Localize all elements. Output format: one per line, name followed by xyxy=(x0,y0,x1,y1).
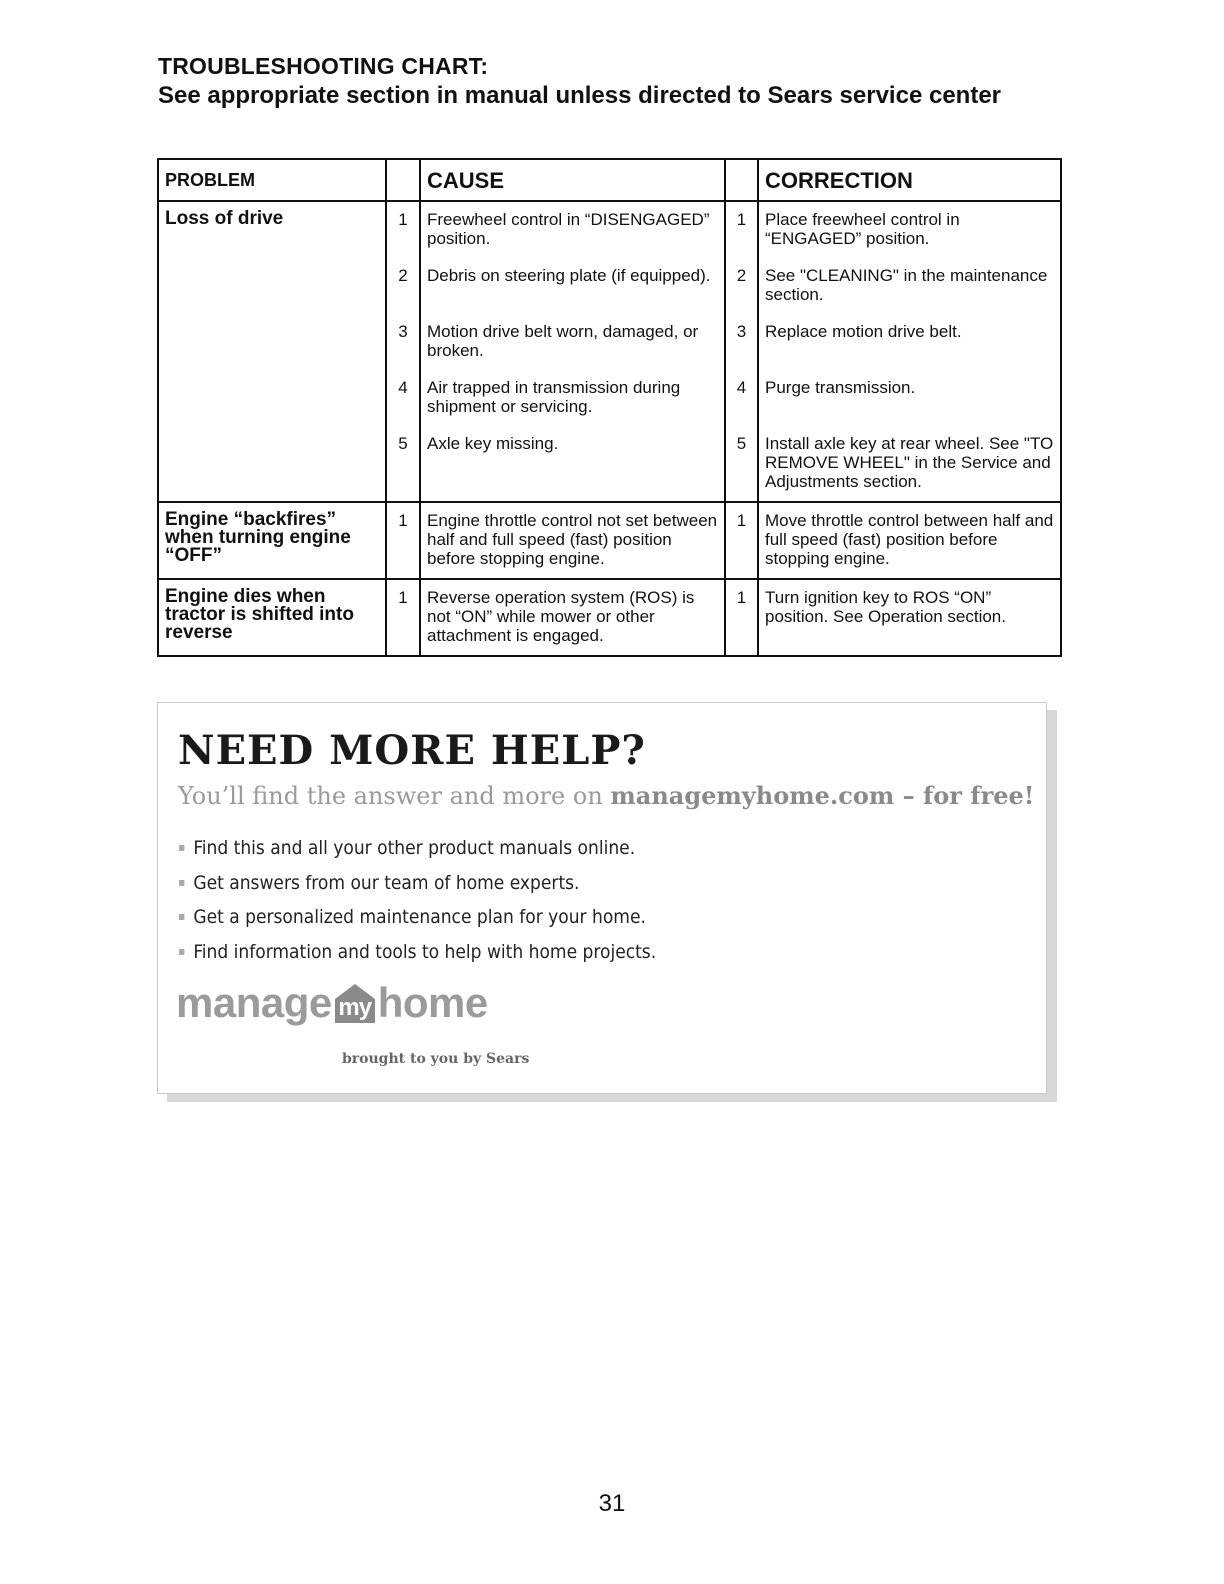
help-tagline xyxy=(178,781,1034,810)
correction-number: 3 xyxy=(725,314,758,370)
column-header-problem: PROBLEM xyxy=(158,159,386,201)
correction-number: 1 xyxy=(725,502,758,579)
correction-cell: Place freewheel control in “ENGAGED” position. xyxy=(758,201,1061,258)
correction-cell: Turn ignition key to ROS “ON” position. See Operation section. xyxy=(758,579,1061,656)
cause-number: 4 xyxy=(386,370,420,426)
website-link[interactable]: managemyhome.com – for free! xyxy=(610,781,1035,810)
column-header-correction: CORRECTION xyxy=(758,159,1061,201)
logo-text-manage: manage xyxy=(176,979,332,1026)
cause-number: 2 xyxy=(386,258,420,314)
problem-cell: Engine dies when tractor is shifted into reverse xyxy=(158,579,386,656)
page-number: 31 xyxy=(598,1490,626,1517)
problem-cell: Engine “backfires” when turning engine “OFF” xyxy=(158,502,386,579)
correction-cell: Install axle key at rear wheel. See "TO REMOVE WHEEL" in the Service and Adjustments section. xyxy=(758,426,1061,502)
list-item xyxy=(178,870,656,905)
tagline-text: You’ll find the answer and more on xyxy=(178,782,611,810)
bullet-icon: ▪ xyxy=(178,943,186,958)
cause-cell: Debris on steering plate (if equipped). xyxy=(420,258,725,314)
cause-number: 1 xyxy=(386,502,420,579)
page-subtitle: See appropriate section in manual unless directed to Sears service center xyxy=(158,82,1001,109)
cause-number: 1 xyxy=(386,579,420,656)
correction-cell: See "CLEANING" in the maintenance section. xyxy=(758,258,1061,314)
column-header-spacer xyxy=(725,159,758,201)
table-row xyxy=(158,579,1061,656)
table-row xyxy=(158,201,1061,258)
bullet-icon: ▪ xyxy=(178,840,186,854)
problem-cell: Loss of drive xyxy=(158,201,386,502)
page-header xyxy=(158,52,1078,112)
correction-cell: Purge transmission. xyxy=(758,370,1061,426)
cause-number: 1 xyxy=(386,201,420,258)
table-row xyxy=(158,502,1061,579)
help-box xyxy=(157,702,1047,1094)
house-icon xyxy=(334,983,376,1023)
list-item xyxy=(178,835,656,870)
column-header-spacer xyxy=(386,159,420,201)
cause-cell: Axle key missing. xyxy=(420,426,725,502)
cause-cell: Air trapped in transmission during shipment or servicing. xyxy=(420,370,725,426)
cause-cell: Motion drive belt worn, damaged, or broken. xyxy=(420,314,725,370)
list-item xyxy=(178,939,656,974)
logo-text-home: home xyxy=(377,979,488,1026)
column-header-cause: CAUSE xyxy=(420,159,725,201)
correction-number: 2 xyxy=(725,258,758,314)
correction-number: 5 xyxy=(725,426,758,502)
logo-badge-text: my xyxy=(338,994,372,1021)
help-title: NEED MORE HELP? xyxy=(178,727,646,774)
correction-cell: Replace motion drive belt. xyxy=(758,314,1061,370)
bullet-icon: ▪ xyxy=(178,874,186,889)
list-item-text: Find information and tools to help with home projects. xyxy=(193,940,657,963)
correction-number: 4 xyxy=(725,370,758,426)
correction-cell: Move throttle control between half and full speed (fast) position before stopping engine. xyxy=(758,502,1061,579)
list-item-text: Get answers from our team of home experts. xyxy=(193,871,580,894)
cause-cell: Freewheel control in “DISENGAGED” position. xyxy=(420,201,725,258)
help-list xyxy=(178,835,656,973)
list-item-text: Get a personalized maintenance plan for your home. xyxy=(193,906,646,928)
cause-number: 5 xyxy=(386,426,420,502)
correction-number: 1 xyxy=(725,579,758,656)
correction-number: 1 xyxy=(725,201,758,258)
list-item xyxy=(178,904,656,939)
managemyhome-logo xyxy=(176,979,488,1027)
list-item-text: Find this and all your other product manuals online. xyxy=(193,837,636,859)
cause-cell: Engine throttle control not set between half and full speed (fast) position before stopping engine. xyxy=(420,502,725,579)
brought-by-text: brought to you by Sears xyxy=(342,1051,530,1067)
cause-cell: Reverse operation system (ROS) is not “ON” while mower or other attachment is engaged. xyxy=(420,579,725,656)
page-title: TROUBLESHOOTING CHART: xyxy=(158,53,489,79)
bullet-icon: ▪ xyxy=(178,909,186,923)
table-header-row xyxy=(158,159,1061,201)
troubleshooting-table xyxy=(157,158,1062,657)
cause-number: 3 xyxy=(386,314,420,370)
